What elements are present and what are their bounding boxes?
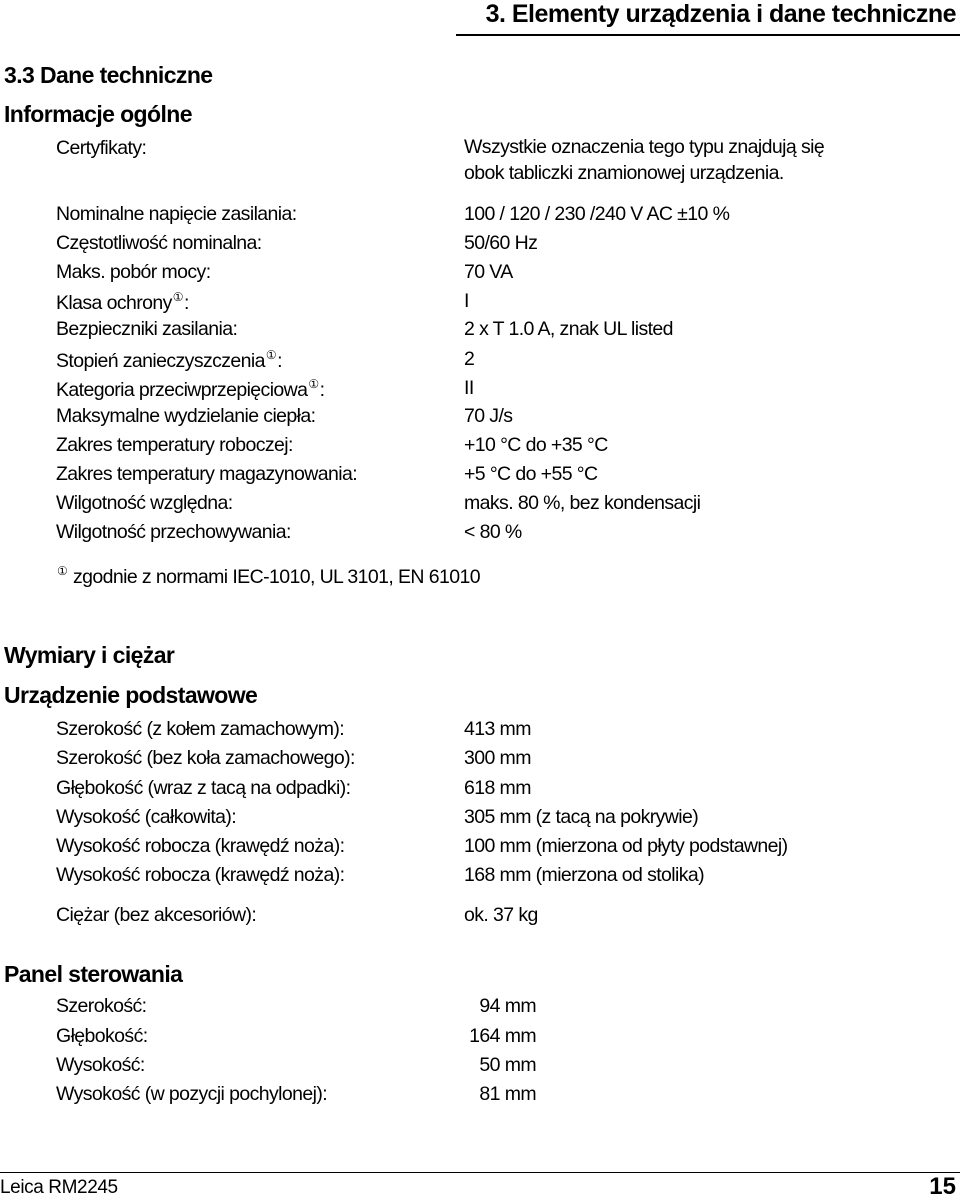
spec-value: 2 x T 1.0 A, znak UL listed [464, 318, 673, 340]
spec-label [56, 1083, 327, 1106]
footer-divider [0, 1172, 960, 1173]
spec-label [56, 1025, 148, 1048]
spec-value: +5 °C do +55 °C [464, 463, 598, 485]
weight-value: ok. 37 kg [464, 904, 538, 926]
spec-value: 100 mm (mierzona od płyty podstawnej) [464, 835, 788, 857]
spec-label [56, 261, 211, 284]
spec-value: 300 mm [464, 747, 531, 769]
spec-label [56, 203, 297, 226]
spec-label-text: Wysokość (całkowita): [56, 806, 237, 828]
spec-label-text: Nominalne napięcie zasilania: [56, 203, 297, 225]
footer-product: Leica RM2245 [0, 1177, 118, 1198]
spec-value: 50/60 Hz [464, 232, 538, 254]
spec-label-text: Zakres temperatury magazynowania: [56, 463, 358, 485]
spec-label [56, 348, 282, 373]
spec-value: 100 / 120 / 230 /240 V AC ±10 % [464, 203, 730, 225]
spec-value: I [464, 290, 469, 312]
footnote-ref-icon: ① [172, 290, 183, 304]
spec-label [56, 718, 344, 741]
spec-label-text: Szerokość (bez koła zamachowego): [56, 747, 355, 769]
spec-label-text: Wysokość robocza (krawędź noża): [56, 864, 345, 886]
spec-label [56, 290, 189, 315]
weight-label: Ciężar (bez akcesoriów): [56, 904, 257, 926]
spec-value: 94 mm [479, 995, 536, 1017]
spec-label-text: Zakres temperatury roboczej: [56, 434, 293, 456]
spec-label [56, 232, 262, 255]
spec-label-text: Maksymalne wydzielanie ciepła: [56, 405, 316, 427]
spec-label [56, 835, 344, 858]
spec-value: < 80 % [464, 521, 522, 543]
spec-value: maks. 80 %, bez kondensacji [464, 492, 701, 514]
spec-label [56, 492, 233, 515]
page-number: 15 [929, 1173, 956, 1200]
spec-label-text: Wysokość: [56, 1054, 145, 1076]
spec-value: 618 mm [464, 777, 531, 799]
spec-value: 81 mm [479, 1083, 536, 1105]
spec-label-text: Szerokość: [56, 995, 147, 1017]
footnote-ref-icon: ① [265, 348, 277, 362]
spec-value: 50 mm [479, 1054, 536, 1076]
footnote-ref-icon: ① [308, 377, 319, 391]
spec-label-text: Wysokość (w pozycji pochylonej): [56, 1083, 328, 1105]
spec-label-text: Wysokość robocza (krawędź noża): [56, 835, 345, 857]
spec-label [56, 777, 350, 800]
footnote [56, 564, 480, 589]
certificates-value: Wszystkie oznaczenia tego typu znajdują się obok tabliczki znamionowej urządzenia. [464, 136, 825, 184]
spec-label-text: Wilgotność względna: [56, 492, 233, 514]
spec-label-suffix: : [319, 379, 325, 401]
spec-label [56, 405, 315, 428]
spec-label-text: Częstotliwość nominalna: [56, 232, 262, 254]
spec-label [56, 377, 324, 402]
spec-value: +10 °C do +35 °C [464, 434, 608, 456]
spec-label-text: Maks. pobór mocy: [56, 261, 211, 283]
certificates-label: Certyfikaty: [56, 137, 147, 159]
spec-label [56, 1054, 145, 1077]
spec-value: 168 mm (mierzona od stolika) [464, 864, 705, 886]
spec-label [56, 463, 357, 486]
spec-value: 70 VA [464, 261, 513, 283]
footnote-marker-icon: ① [57, 564, 68, 578]
spec-label-text: Głębokość: [56, 1025, 148, 1047]
general-info-heading: Informacje ogólne [4, 101, 192, 127]
spec-label-text: Głębokość (wraz z tacą na odpadki): [56, 777, 351, 799]
header-divider [456, 34, 960, 36]
spec-label [56, 521, 291, 544]
spec-value: 164 mm [469, 1025, 536, 1047]
spec-label-text: Wilgotność przechowywania: [56, 521, 291, 543]
spec-label [56, 995, 146, 1018]
spec-label [56, 747, 355, 770]
spec-label [56, 318, 237, 341]
spec-label [56, 864, 344, 887]
spec-value: 2 [464, 348, 475, 370]
spec-label-suffix: : [183, 292, 189, 314]
spec-label-suffix: : [277, 350, 282, 372]
spec-value: 413 mm [464, 718, 531, 740]
section-title: 3.3 Dane techniczne [4, 62, 213, 88]
spec-value: II [464, 377, 474, 399]
spec-label-text: Kategoria przeciwprzepięciowa [56, 379, 308, 401]
spec-label [56, 806, 236, 829]
spec-value: 70 J/s [464, 405, 513, 427]
chapter-header: 3. Elementy urządzenia i dane techniczne [485, 0, 956, 28]
spec-label-text: Bezpieczniki zasilania: [56, 318, 238, 340]
footnote-text: zgodnie z normami IEC-1010, UL 3101, EN 61010 [73, 566, 480, 588]
base-unit-heading: Urządzenie podstawowe [4, 682, 258, 708]
spec-label-text: Klasa ochrony [56, 292, 172, 314]
spec-label-text: Stopień zanieczyszczenia [56, 350, 265, 372]
control-panel-heading: Panel sterowania [4, 961, 183, 987]
spec-value: 305 mm (z tacą na pokrywie) [464, 806, 699, 828]
spec-label-text: Szerokość (z kołem zamachowym): [56, 718, 345, 740]
spec-label [56, 434, 293, 457]
dimensions-heading: Wymiary i ciężar [4, 642, 175, 668]
